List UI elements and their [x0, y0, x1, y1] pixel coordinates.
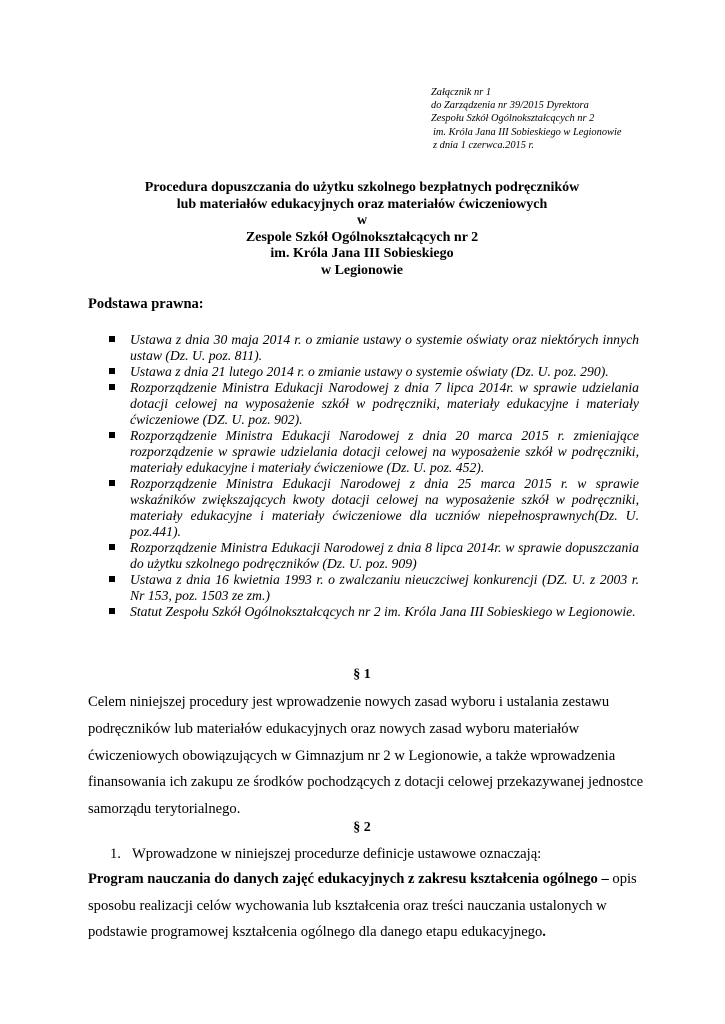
item-number: 1. [110, 846, 121, 862]
annex-line-2: do Zarządzenia nr 39/2015 Dyrektora [431, 100, 589, 112]
title-line-2: lub materiałów edukacyjnych oraz materiałów ćwiczeniowych [176, 196, 548, 212]
title-line-6: w Legionowie [320, 262, 404, 278]
section-1-heading: § 1 [353, 667, 371, 682]
title-line-5: im. Króla Jana III Sobieskiego [270, 246, 454, 262]
square-bullet-icon [109, 368, 115, 374]
legal-basis-item [107, 476, 639, 540]
legal-basis-item-text: Rozporządzenie Ministra Edukacji Narodowej z dnia 7 lipca 2014r. w sprawie udzielania dotacji celowej na wyposażenie szkół w podręczniki, materiały edukacyjne i materiały ćwiczeniowe (DZ. U. poz. 902). [130, 380, 639, 427]
definition-paragraph [88, 866, 648, 946]
legal-basis-item [107, 540, 639, 572]
annex-line-4: im. Króla Jana III Sobieskiego w Legionowie [433, 126, 622, 138]
legal-basis-item-text: Statut Zespołu Szkół Ogólnokształcących nr 2 im. Króla Jana III Sobieskiego w Legionowie. [130, 604, 636, 619]
item-text: Wprowadzone w niniejszej procedurze definicje ustawowe oznaczają: [132, 846, 542, 862]
legal-basis-item-text: Rozporządzenie Ministra Edukacji Narodowej z dnia 8 lipca 2014r. w sprawie dopuszczania do użytku szkolnego podręczników (Dz. U. poz. 909) [130, 540, 639, 571]
definition-end: . [542, 924, 546, 941]
legal-basis-list [107, 332, 639, 620]
legal-basis-heading: Podstawa prawna: [88, 296, 204, 312]
legal-basis-item [107, 380, 639, 428]
legal-basis-item [107, 364, 639, 380]
annex-note [431, 86, 721, 152]
legal-basis-item [107, 572, 639, 604]
title-line-3: w [356, 213, 368, 229]
legal-basis-item-text: Ustawa z dnia 16 kwietnia 1993 r. o zwalczaniu nieuczciwej konkurencji (DZ. U. z 2003 r. Nr 153, poz. 1503 ze zm.) [130, 572, 639, 603]
definition-text: opis sposobu realizacji celów wychowania lub kształcenia oraz treści nauczania ustalonych w podstawie programowej kształcenia ogólnego dla danego etapu edukacyjnego [88, 871, 637, 941]
legal-basis-item [107, 428, 639, 476]
document-title [60, 180, 664, 280]
square-bullet-icon [109, 608, 115, 614]
square-bullet-icon [109, 336, 115, 342]
legal-basis-item-text: Rozporządzenie Ministra Edukacji Narodowej z dnia 20 marca 2015 r. zmieniające rozporządzenie w sprawie udzielania dotacji celowej na wyposażenie szkół w podręczniki, materiały edukacyjne i materiały ćwiczeniowe (Dz. U. poz. 452). [130, 428, 639, 475]
section-2-heading: § 2 [353, 820, 371, 835]
section-2-item-1 [110, 845, 650, 863]
section-1-paragraph: Celem niniejszej procedury jest wprowadzenie nowych zasad wyboru i ustalania zestawu podręczników lub materiałów edukacyjnych oraz nowych zasad wyboru materiałów ćwiczeniowych obowiązujących w Gimnazjum nr 2 w Legionowie, a także wprowadzenia finansowania ich zakupu ze środków pochodzących z dotacji celowej przekazywanej jednostce samorządu terytorialnego. [88, 694, 644, 818]
annex-line-1: Załącznik nr 1 [431, 87, 492, 98]
annex-line-3: Zespołu Szkół Ogólnokształcących nr 2 [431, 113, 595, 125]
square-bullet-icon [109, 384, 115, 390]
square-bullet-icon [109, 432, 115, 438]
definition-term: Program nauczania do danych zajęć edukacyjnych z zakresu kształcenia ogólnego – [88, 871, 609, 887]
annex-line-5: z dnia 1 czerwca.2015 r. [433, 139, 535, 151]
title-line-1: Procedura dopuszczania do użytku szkolnego bezpłatnych podręczników [144, 180, 580, 195]
title-line-4: Zespole Szkół Ogólnokształcących nr 2 [245, 229, 479, 245]
legal-basis-item [107, 604, 639, 620]
square-bullet-icon [109, 544, 115, 550]
square-bullet-icon [109, 576, 115, 582]
legal-basis-item-text: Ustawa z dnia 21 lutego 2014 r. o zmianie ustawy o systemie oświaty (Dz. U. poz. 290). [130, 364, 609, 379]
legal-basis-item [107, 332, 639, 364]
legal-basis-item-text: Rozporządzenie Ministra Edukacji Narodowej z dnia 25 marca 2015 r. w sprawie wskaźników zwiększających kwoty dotacji celowej na wyposażenie szkół w podręczniki, materiały edukacyjne i materiały ćwiczeniowe dla uczniów niepełnosprawnych(Dz. U. poz.441). [130, 476, 639, 539]
legal-basis-item-text: Ustawa z dnia 30 maja 2014 r. o zmianie ustawy o systemie oświaty oraz niektórych innych ustaw (Dz. U. poz. 811). [130, 332, 639, 363]
square-bullet-icon [109, 480, 115, 486]
